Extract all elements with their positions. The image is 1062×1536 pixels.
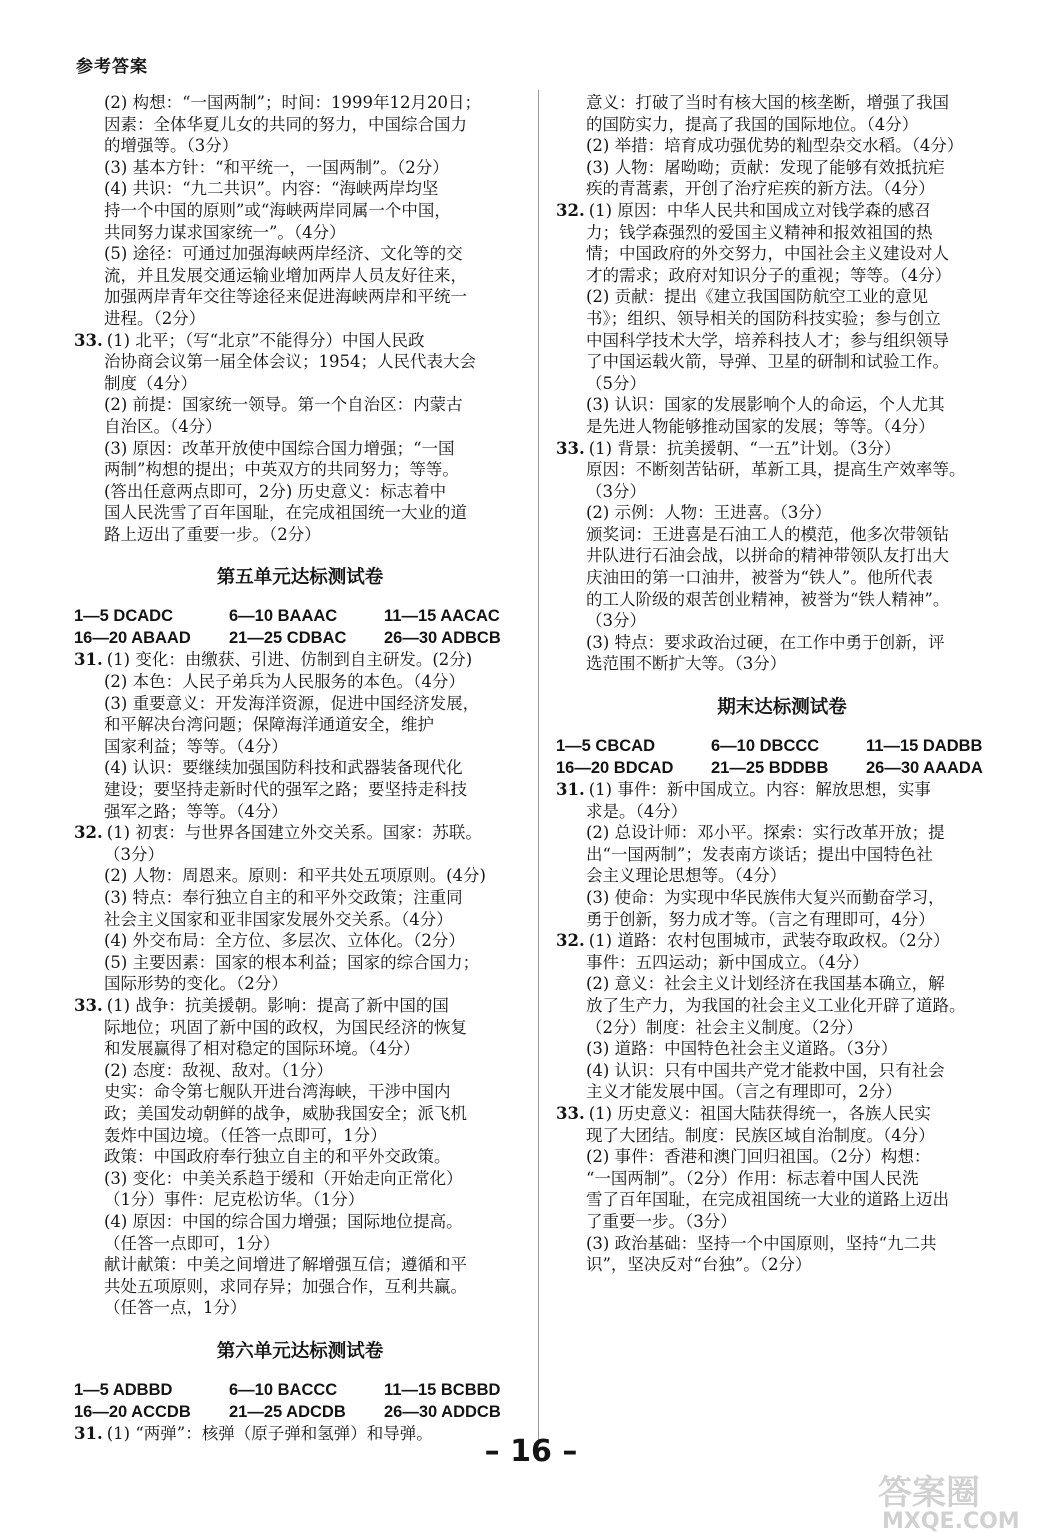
answer-block [556,222,1008,438]
answer-line: 轰炸中国边境。（任答一点即可，1分） [104,1125,387,1145]
answer-line: (2) 前提：国家统一领导。第一个自治区：内蒙古 [104,395,463,415]
answer-line: 政策：中国政府奉行独立自主的和平外交政策。 [104,1147,451,1167]
answer-line: (4) 认识：要继续加强国防科技和武器装备现代化 [104,758,463,778]
answer-line: （5分） [586,373,646,393]
answer-block [556,459,1008,675]
answer-line: 社会主义国家和亚非国家发展外交关系。（4分） [104,909,453,929]
question-32: 32. (1) 道路：农村包围城市，武装夺取政权。（2分） [556,931,950,951]
answer-line: 中国科学技术大学，培养科技人才；参与组织领导 [586,330,949,350]
watermark-bottom: MXQE.COM [882,1509,1020,1532]
page-number: – 16 – [484,1434,578,1469]
answer-line: 自治区。（4分） [104,416,222,436]
answer-key-row [74,1379,526,1401]
answer-line: 路上迈出了重要一步。（2分） [104,524,321,544]
answer-line: 加强两岸青年交往等途径来促进海峡两岸和平统一 [104,287,467,307]
answer-line: 流，并且发展交通运输业增加两岸人员友好往来， [104,265,467,285]
answer-line: (2) 意义：社会主义计划经济在我国基本确立，解 [586,974,945,994]
answer-line: (3) 特点：奉行独立自主的和平外交政策；注重同 [104,888,463,907]
answer-block [556,92,1008,200]
section-title-unit5: 第五单元达标测试卷 [216,567,384,589]
answer-line: 才的需求；政府对知识分子的重视；等等。（4分） [586,265,952,285]
answer-line: (3) 基本方针：“和平统一，一国两制”。（2分） [104,157,449,177]
answer-key-row [74,1401,526,1423]
answer-line: (2) 事件：香港和澳门回归祖国。（2分）构想： [586,1147,931,1167]
answer-block [74,671,526,822]
answer-key-row [556,735,1008,757]
answer-line: (3) 使命：为实现中华民族伟大复兴而勤奋学习， [586,888,945,907]
answer-line: (5) 途径：可通过加强海峡两岸经济、文化等的交 [104,244,463,264]
answer-line: 共同努力谋求国家统一”。（4分） [104,222,346,242]
page-header: 参考答案 [76,57,148,77]
answer-line: 治协商会议第一届全体会议；1954；人民代表大会 [104,352,476,372]
answer-line: (2) 态度：敌视、敌对。（1分） [104,1060,333,1080]
answer-block [74,844,526,995]
answer-line: (2) 示例：人物：王进喜。（3分） [586,503,832,523]
answer-key-row [74,605,526,627]
answer-line: 主义才能发展中国。（言之有理即可，2分） [586,1082,902,1102]
answer-line: 政；美国发动朝鲜的战争，威胁我国安全；派飞机 [104,1103,467,1123]
answer-line: （3分） [586,481,646,501]
answer-line: 的国防实力，提高了我国的国际地位。（4分） [586,114,919,134]
column-divider [538,90,539,1440]
answer-line: (4) 共识：“九二共识”。内容：“海峡两岸均坚 [104,179,439,199]
answer-line: (答出任意两点即可，2分) 历史意义：标志着中 [104,481,447,501]
answer-key: 16—20 ABAAD [74,629,191,648]
answer-line: 是先进人物能够推动国家的发展；等等。（4分） [586,416,935,436]
answer-line: 庆油田的第一口油井，被誉为“铁人”。他所代表 [586,568,933,588]
answer-line: (3) 变化：中美关系趋于缓和（开始走向正常化） [104,1168,463,1188]
answer-line: 际地位；巩固了新中国的政权，为国民经济的恢复 [104,1017,467,1037]
answer-line: 国家利益；等等。（4分） [104,736,288,756]
answer-line: (2) 举措：培育成功强优势的籼型杂交水稻。（4分） [586,136,964,156]
answer-key: 21—25 BDDBB [711,759,829,778]
answer-line: 强军之路；等等。（4分） [104,801,288,821]
answer-line: 献计献策：中美之间增进了解增强互信；遵循和平 [104,1255,467,1275]
answer-line: 事件：五四运动；新中国成立。（4分） [586,952,869,972]
answer-line: 选范围不断扩大等。（3分） [586,654,787,674]
answer-line: （任答一点，1分） [104,1298,247,1318]
answer-line: (3) 人物：屠呦呦；贡献：发现了能够有效抵抗疟 [586,157,945,177]
answer-key: 11—15 DADBB [866,737,983,756]
question-33: 33. (1) 背景：抗美援朝、“一五”计划。（3分） [556,438,901,458]
question-33: 33. (1) 历史意义：祖国大陆获得统一，各族人民实 [556,1103,931,1123]
answer-line: （2分）制度：社会主义制度。（2分） [586,1017,863,1037]
answer-key: 16—20 ACCDB [74,1402,191,1421]
answer-key: 11—15 AACAC [384,607,500,626]
answer-block [556,1125,1008,1276]
answer-key: 1—5 ADBBD [74,1380,173,1399]
question-33: 33. (1) 战争：抗美援朝。影响：提高了新中国的国 [74,995,449,1015]
answer-line: (2) 人物：周恩来。原则：和平共处五项原则。(4分) [104,866,486,886]
answer-line: 了重要一步。（3分） [586,1211,737,1231]
answer-line: 史实：命令第七舰队开进台湾海峡，干涉中国内 [104,1082,451,1102]
answer-line: (2) 总设计师：邓小平。探索：实行改革开放；提 [586,823,945,843]
answer-line: 现了大团结。制度：民族区域自治制度。（4分） [586,1125,935,1145]
answer-line: (4) 外交布局：全方位、多层次、立体化。（2分） [104,931,465,951]
answer-key-row [556,757,1008,779]
answer-line: （3分） [104,844,164,864]
answer-line: (4) 认识：只有中国共产党才能救中国，只有社会 [586,1060,945,1080]
answer-block [74,1017,526,1319]
answer-line: (3) 特点：要求政治过硬，在工作中勇于创新，评 [586,632,945,652]
answer-line: (5) 主要因素：国家的根本利益；国家的综合国力； [104,952,480,972]
watermark-logo [874,1470,1056,1532]
answer-block [74,351,526,545]
answer-line: （任答一点即可，1分） [104,1233,280,1253]
answer-key: 26—30 ADDCB [384,1402,501,1421]
answer-line: 制度（4分） [104,373,197,393]
answer-line: 进程。（2分） [104,308,206,328]
answer-line: 了中国运载火箭，导弹、卫星的研制和试验工作。 [586,352,949,372]
answer-line: 情；中国政府的外交努力，中国社会主义建设对人 [586,244,949,264]
question-31: 31. (1) 事件：新中国成立。内容：解放思想，实事 [556,780,931,800]
answer-line: (2) 本色：人民子弟兵为人民服务的本色。（4分） [104,672,465,692]
answer-line: 和平解决台湾问题；保障海洋通道安全，维护 [104,715,434,735]
answer-line: 建设；要坚持走新时代的强军之路；要坚持走科技 [104,780,467,800]
answer-line: 求是。（4分） [586,801,688,821]
answer-key: 6—10 BAAAC [229,607,338,626]
answer-line: 颁奖词：王进喜是石油工人的模范，他多次带领钻 [586,524,949,544]
answer-line: 雪了百年国耻，在完成祖国统一大业的道路上迈出 [586,1190,949,1210]
answer-key: 16—20 BDCAD [556,759,674,778]
question-32: 32. (1) 原因：中华人民共和国成立对钱学森的感召 [556,200,931,220]
question-32: 32. (1) 初衷：与世界各国建立外交关系。国家：苏联。 [74,823,482,843]
answer-line: (3) 政治基础：坚持一个中国原则，坚持“九二共 [586,1233,937,1253]
answer-line: 书》；组织、领导相关的国防科技实验；参与创立 [586,308,941,328]
answer-line: （1分）事件：尼克松访华。（1分） [104,1190,365,1210]
answer-key: 21—25 ADCDB [229,1402,346,1421]
answer-line: 井队进行石油会战，以拼命的精神带领队友打出大 [586,546,949,566]
answer-line: (2) 贡献：提出《建立我国国防航空工业的意见 [586,287,929,307]
answer-key: 26—30 AAADA [866,759,983,778]
answer-key: 11—15 BCBBD [384,1380,501,1399]
answer-key-row [74,627,526,649]
answer-line: (3) 认识：国家的发展影响个人的命运，个人尤其 [586,395,945,415]
answer-block [74,92,526,330]
answer-line: 的工人阶级的艰苦创业精神，被誉为“铁人精神”。 [586,589,950,609]
right-column [556,92,1008,1276]
answer-line: 国人民洗雪了百年国耻，在完成祖国统一大业的道 [104,503,467,523]
question-31: 31. (1) “两弹”：核弹（原子弹和氢弹）和导弹。 [74,1423,433,1443]
answer-line: 持一个中国的原则”或“海峡两岸同属一个中国， [104,200,451,220]
section-title-unit6: 第六单元达标测试卷 [216,1340,384,1362]
answer-line: 两制”构想的提出；中英双方的共同努力；等等。 [104,460,459,480]
answer-line: 识”，坚决反对“台独”。（2分） [586,1255,812,1275]
answer-line: (4) 原因：中国的综合国力增强；国际地位提高。 [104,1211,463,1231]
answer-line: 原因：不断刻苦钻研，革新工具，提高生产效率等。 [586,460,966,480]
answer-line: (2) 构想：“一国两制”；时间：1999年12月20日； [104,93,481,112]
answer-block [556,952,1008,1103]
answer-line: 因素：全体华夏儿女的共同的努力，中国综合国力 [104,114,467,134]
answer-line: 放了生产力，为我国的社会主义工业化开辟了道路。 [586,995,966,1015]
answer-line: 的增强等。（3分） [104,136,239,156]
answer-line: 国际形势的变化。（2分） [104,974,288,994]
answer-line: 和发展赢得了相对稳定的国际环境。（4分） [104,1039,420,1059]
answer-key: 26—30 ADBCB [384,629,501,648]
answer-line: 疾的青蒿素，开创了治疗疟疾的新方法。（4分） [586,179,935,199]
answer-line: “一国两制”。（2分）作用：标志着中国人民洗 [586,1168,919,1188]
answer-line: 会主义理论思想等。（4分） [586,866,787,886]
answer-line: 共处五项原则，求同存异；加强合作，互利共赢。 [104,1276,467,1296]
watermark-top: 答案圈 [878,1473,980,1513]
answer-line: 力；钱学森强烈的爱国主义精神和报效祖国的热 [586,222,933,242]
question-33: 33. (1) 北平；（写“北京”不能得分）中国人民政 [74,330,425,350]
answer-key: 6—10 DBCCC [711,737,820,756]
answer-line: 出“一国两制”；发表南方谈话；提出中国特色社 [586,844,933,864]
answer-line: (3) 道路：中国特色社会主义道路。（3分） [586,1039,898,1059]
answer-key: 1—5 CBCAD [556,737,656,756]
answer-key: 6—10 BACCC [229,1380,338,1399]
answer-line: (3) 重要意义：开发海洋资源，促进中国经济发展， [104,693,480,713]
answer-key: 1—5 DCADC [74,607,174,626]
answer-line: 意义：打破了当时有核大国的核垄断，增强了我国 [586,93,949,112]
answer-line: 勇于创新，努力成才等。（言之有理即可，4分） [586,909,935,929]
answer-line: （3分） [586,611,646,631]
section-title-final: 期末达标测试卷 [717,697,847,719]
question-31: 31. (1) 变化：由缴获、引进、仿制到自主研发。(2分) [74,650,473,670]
answer-line: (3) 原因：改革开放使中国综合国力增强；“一国 [104,438,455,458]
answer-key: 21—25 CDBAC [229,629,347,648]
answer-block [556,801,1008,931]
left-column [74,92,526,1444]
